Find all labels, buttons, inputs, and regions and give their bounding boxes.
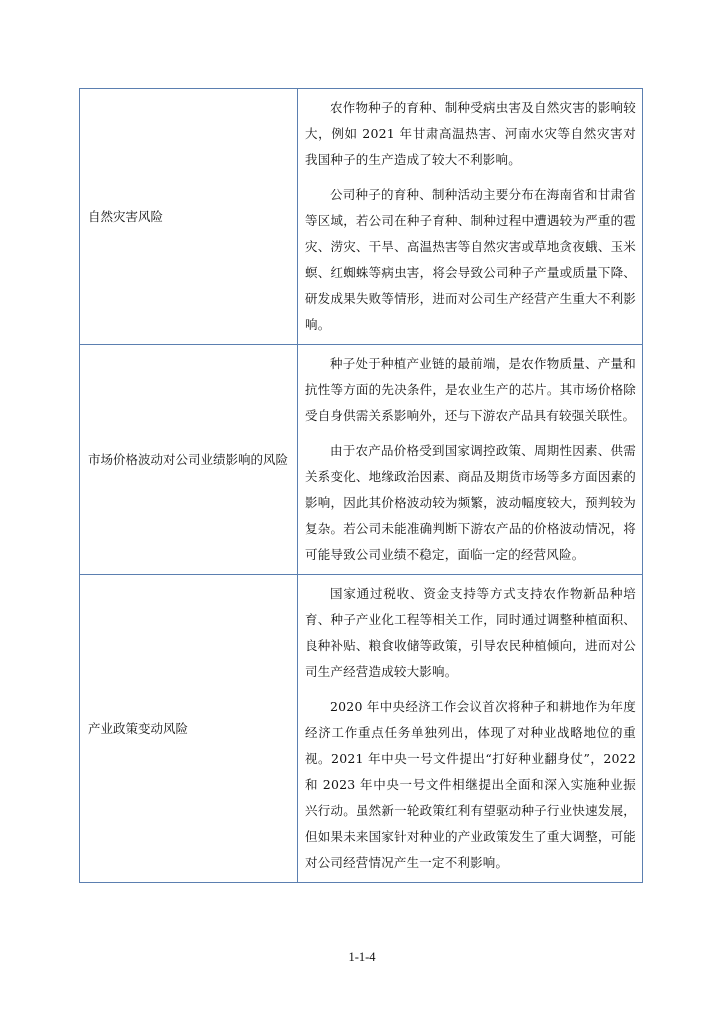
risk-name-cell [80, 89, 298, 345]
risk-description-cell [298, 575, 643, 883]
page-number: 1-1-4 [348, 950, 376, 964]
risk-paragraph: 农作物种子的育种、制种受病虫害及自然灾害的影响较大，例如 2021 年甘肃高温热害、河南水灾等自然灾害对我国种子的生产造成了较大不利影响。 [305, 100, 636, 167]
risk-paragraph: 2020 年中央经济工作会议首次将种子和耕地作为年度经济工作重点任务单独列出，体现了对种业战略地位的重视。2021 年中央一号文件提出“打好种业翻身仗”，2022 和 2023 年中央一号文件相继提出全面和深入实施种业振兴行动。虽然新一轮政策红利有望驱动种子行业快速发展，但如果未来国家针对种业的产业政策发生了重大调整，可能对公司经营情况产生一定不利影响。 [305, 699, 636, 870]
table-row-market-price [80, 345, 643, 575]
risk-name-cell [80, 575, 298, 883]
table-row-natural-disaster [80, 89, 643, 345]
risk-name: 市场价格波动对公司业绩影响的风险 [88, 451, 289, 467]
risk-name-cell [80, 345, 298, 575]
risk-paragraph: 由于农产品价格受到国家调控政策、周期性因素、供需关系变化、地缘政治因素、商品及期货市场等多方面因素的影响，因此其价格波动较为频繁，波动幅度较大，预判较为复杂。若公司未能准确判断下游农产品的价格波动情况，将可能导致公司业绩不稳定，面临一定的经营风险。 [305, 443, 636, 562]
risk-description-cell [298, 345, 643, 575]
risk-paragraph: 公司种子的育种、制种活动主要分布在海南省和甘肃省等区域，若公司在种子育种、制种过程中遭遇较为严重的雹灾、涝灾、干旱、高温热害等自然灾害或草地贪夜蛾、玉米螟、红蜘蛛等病虫害，将会导致公司种子产量或质量下降、研发成果失败等情形，进而对公司生产经营产生重大不利影响。 [305, 187, 636, 332]
risk-description-cell [298, 89, 643, 345]
risk-paragraph: 国家通过税收、资金支持等方式支持农作物新品种培育、种子产业化工程等相关工作，同时通过调整种植面积、良种补贴、粮食收储等政策，引导农民种植倾向，进而对公司生产经营造成较大影响。 [305, 586, 636, 679]
risk-factor-table [79, 88, 643, 883]
risk-name: 自然灾害风险 [88, 208, 164, 224]
risk-paragraph: 种子处于种植产业链的最前端，是农作物质量、产量和抗性等方面的先决条件，是农业生产的芯片。其市场价格除受自身供需关系影响外，还与下游农产品具有较强关联性。 [305, 356, 636, 423]
risk-name: 产业政策变动风险 [88, 720, 189, 736]
table-row-industry-policy [80, 575, 643, 883]
